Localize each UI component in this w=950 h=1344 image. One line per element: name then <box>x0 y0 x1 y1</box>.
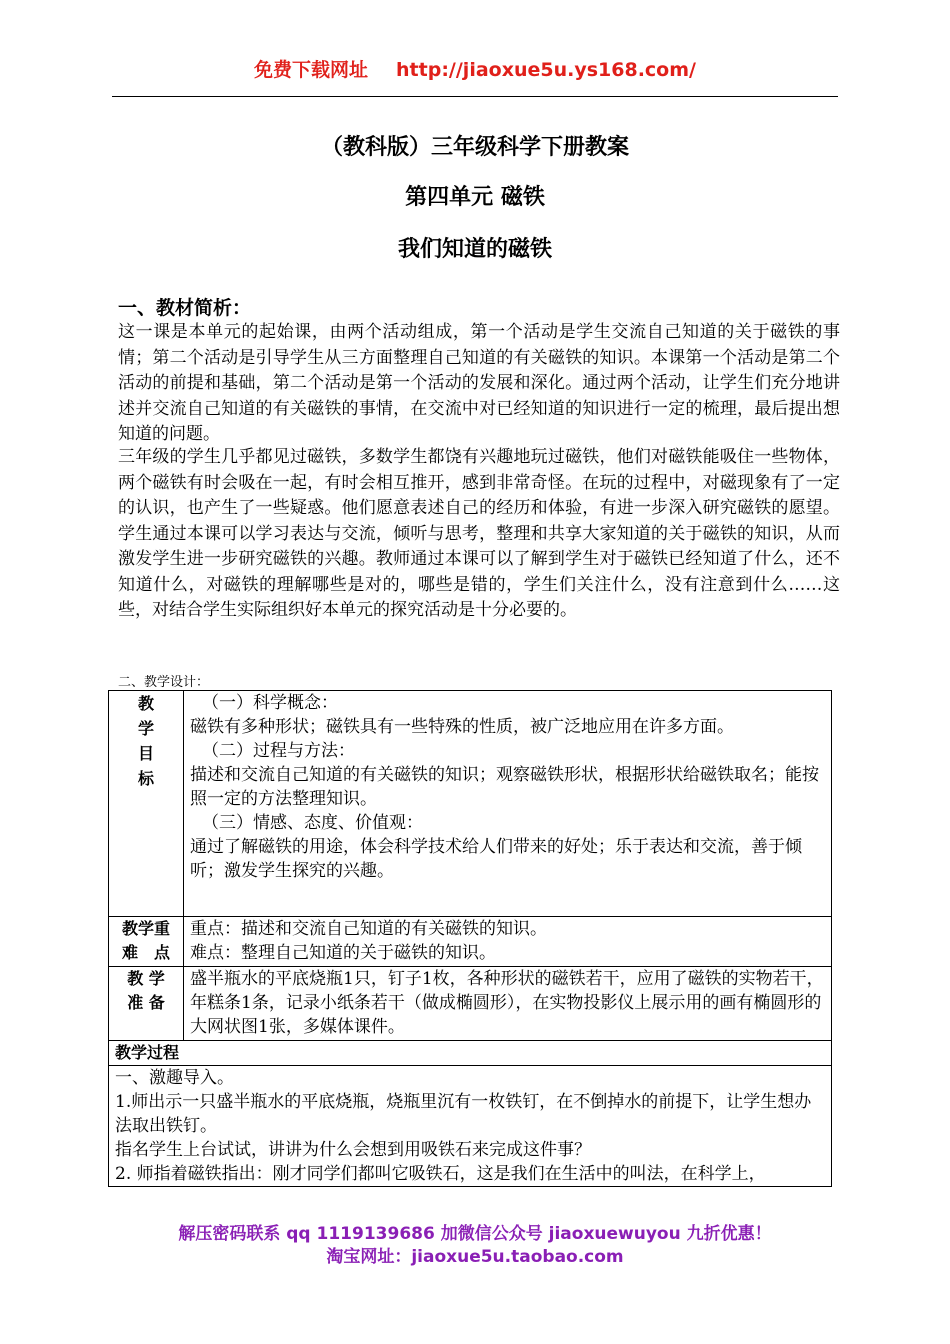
process-line-3: 指名学生上台试试，讲讲为什么会想到用吸铁石来完成这件事？ <box>115 1140 591 1160</box>
section1-heading: 一、教材简析： <box>118 297 252 319</box>
goals-row <box>109 691 832 917</box>
section2-heading: 二、教学设计： <box>118 675 210 690</box>
key-points-row <box>109 917 832 967</box>
key-point: 重点：描述和交流自己知道的有关磁铁的知识。 <box>190 919 547 939</box>
goals-text-2: 描述和交流自己知道的有关磁铁的知识；观察磁铁形状，根据形状给磁铁取名；能按照一定的方法整理知识。 <box>190 765 819 809</box>
header-divider <box>112 96 838 97</box>
header-url[interactable]: http://jiaoxue5u.ys168.com/ <box>396 59 696 81</box>
key-points-content <box>184 917 832 967</box>
lesson-title: 我们知道的磁铁 <box>397 236 552 262</box>
goals-heading-2: （二）过程与方法： <box>202 741 355 761</box>
difficult-point: 难点：整理自己知道的关于磁铁的知识。 <box>190 943 496 963</box>
goals-text-1: 磁铁有多种形状；磁铁具有一些特殊的性质，被广泛地应用在许多方面。 <box>190 717 734 737</box>
lesson-plan-table <box>108 690 832 1187</box>
process-row <box>109 1066 832 1187</box>
goals-heading-3: （三）情感、态度、价值观： <box>202 813 423 833</box>
process-heading-row <box>109 1041 832 1066</box>
process-heading: 教学过程 <box>109 1041 832 1066</box>
key-points-label: 教学重 难 点 <box>109 917 184 967</box>
process-line-1: 一、激趣导入。 <box>115 1068 234 1088</box>
process-content <box>109 1066 832 1187</box>
section1-paragraph-1: 这一课是本单元的起始课，由两个活动组成，第一个活动是学生交流自己知道的关于磁铁的事情；第二个活动是引导学生从三方面整理自己知道的有关磁铁的知识。本课第一个活动是第二个活动的前提和基础，第二个活动是第一个活动的发展和深化。通过两个活动，让学生们充分地讲述并交流自己知道的有关磁铁的事情，在交流中对已经知道的知识进行一定的梳理，最后提出想知道的问题。 <box>118 322 840 444</box>
goals-content <box>184 691 832 917</box>
preparation-label: 教 学 准 备 <box>109 967 184 1041</box>
document-title: （教科版）三年级科学下册教案 <box>320 134 629 160</box>
preparation-content: 盛半瓶水的平底烧瓶1只，钉子1枚，各种形状的磁铁若干，应用了磁铁的实物若干，年糕条1条，记录小纸条若干（做成椭圆形），在实物投影仪上展示用的画有椭圆形的大网状图1张，多媒体课件。 <box>184 967 832 1041</box>
unit-title: 第四单元 磁铁 <box>405 184 545 210</box>
footer-shop-url[interactable]: 淘宝网址：jiaoxue5u.taobao.com <box>326 1247 624 1267</box>
header <box>55 55 895 82</box>
goals-text-3: 通过了解磁铁的用途，体会科学技术给人们带来的好处；乐于表达和交流，善于倾听；激发学生探究的兴趣。 <box>190 837 802 881</box>
process-line-4: 2. 师指着磁铁指出：刚才同学们都叫它吸铁石，这是我们在生活中的叫法，在科学上， <box>115 1164 766 1184</box>
preparation-row <box>109 967 832 1041</box>
goals-heading-1: （一）科学概念： <box>202 693 338 713</box>
header-label: 免费下载网址 <box>254 59 369 81</box>
section1-paragraph-2: 三年级的学生几乎都见过磁铁，多数学生都饶有兴趣地玩过磁铁，他们对磁铁能吸住一些物体，两个磁铁有时会吸在一起，有时会相互推开，感到非常奇怪。在玩的过程中，对磁现象有了一定的认识，也产生了一些疑惑。他们愿意表述自己的经历和体验，有进一步深入研究磁铁的愿望。学生通过本课可以学习表达与交流，倾听与思考，整理和共享大家知道的关于磁铁的知识，从而激发学生进一步研究磁铁的兴趣。教师通过本课可以了解到学生对于磁铁已经知道了什么，还不知道什么，对磁铁的理解哪些是对的，哪些是错的，学生们关注什么，没有注意到什么……这些，对结合学生实际组织好本单元的探究活动是十分必要的。 <box>118 447 840 620</box>
footer-contact: 解压密码联系 qq 1119139686 加微信公众号 jiaoxuewuyou 九折优惠！ <box>178 1224 772 1244</box>
process-line-2: 1.师出示一只盛半瓶水的平底烧瓶，烧瓶里沉有一枚铁钉，在不倒掉水的前提下，让学生想办法取出铁钉。 <box>115 1092 812 1136</box>
goals-label: 教 学 目 标 <box>109 691 184 917</box>
